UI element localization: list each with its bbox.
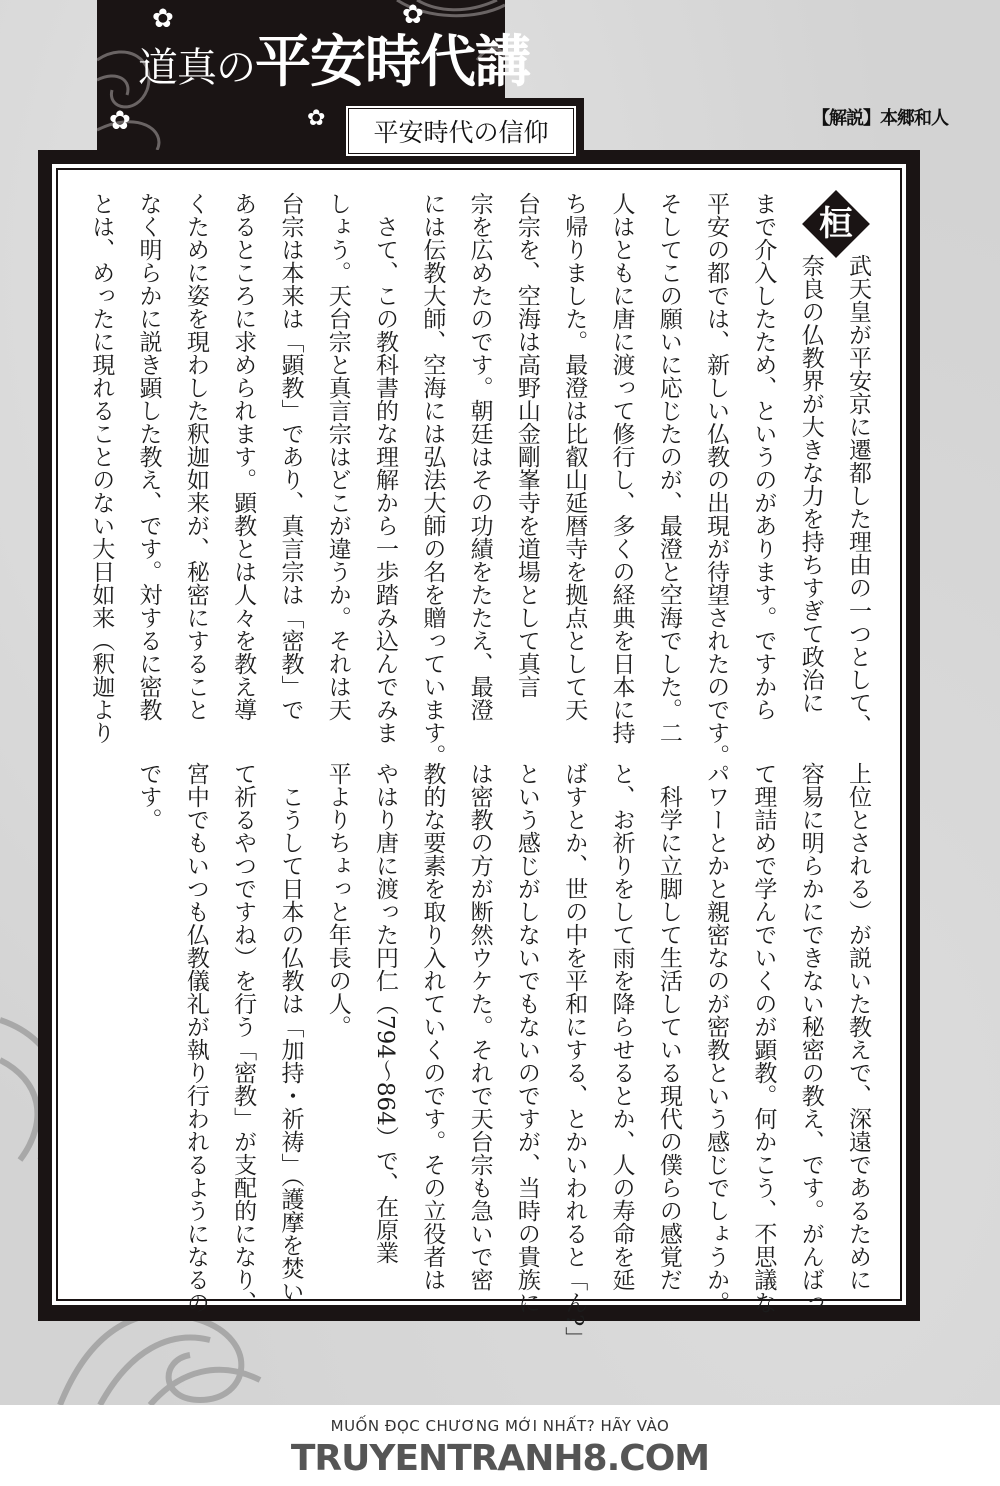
text-column: なく明らかに説き顕した教え、です。対するに密教 [135, 192, 162, 721]
text-column: は密教の方が断然ウケた。それで天台宗も急いで密 [466, 762, 493, 1291]
text-column: まで介入したため、というのがあります。ですから [750, 192, 777, 721]
text-column: ち帰りました。最澄は比叡山延暦寺を拠点として天 [561, 192, 588, 721]
text-column: とは、めったに現れることのない大日如来（釈迦より [88, 192, 115, 744]
text-column: です。 [135, 762, 162, 831]
sakura-icon: ✿ [152, 4, 174, 34]
text-column: 台宗を、空海は高野山金剛峯寺を道場として真言 [513, 192, 540, 698]
text-column: しょう。天台宗と真言宗はどこが違うか。それは天 [324, 192, 351, 721]
text-column: 台宗は本来は「顕教」であり、真言宗は「密教」で [277, 192, 304, 721]
drop-cap: 桓 [819, 204, 853, 244]
text-column: そしてこの願いに応じたのが、最澄と空海でした。二 [655, 192, 682, 744]
text-column: には伝教大師、空海には弘法大師の名を贈っています。 [419, 192, 446, 767]
text-column: 教的な要素を取り入れていくのです。その立役者は [419, 762, 446, 1291]
text-column: 上位とされる）が説いた教えで、深遠であるために [845, 762, 871, 1291]
series-title-main: 平安時代講 [255, 29, 530, 95]
sakura-icon: ✿ [402, 0, 424, 30]
text-column: 容易に明らかにできない秘密の教え、です。がんばっ [797, 762, 824, 1314]
text-column: 科学に立脚して生活している現代の僕らの感覚だ [655, 762, 682, 1291]
text-column: 平安の都では、新しい仏教の出現が待望されたのです。 [703, 192, 730, 767]
text-column: 奈良の仏教界が大きな力を持ちすぎて政治に [797, 254, 824, 714]
footer-site-link[interactable]: TRUYENTRANH8.COM [290, 1438, 710, 1479]
text-column: 武天皇が平安京に遷都した理由の一つとして、 [845, 254, 871, 737]
text-column: という感じがしないでもないのですが、当時の貴族に [513, 762, 540, 1314]
text-column: 人はともに唐に渡って修行し、多くの経典を日本に持 [608, 192, 635, 744]
text-column: 平よりちょっと年長の人。 [324, 762, 351, 1038]
sakura-icon: ✿ [307, 106, 326, 131]
text-column: あるところに求められます。顕教とは人々を教え導 [230, 192, 257, 721]
text-column: と、お祈りをして雨を降らせるとか、人の寿命を延 [608, 762, 635, 1291]
text-column: やはり唐に渡った円仁（794〜864）で、在原業 [372, 762, 399, 1264]
text-column: て祈るやつですね）を行う「密教」が支配的になり、 [230, 762, 257, 1314]
text-column: ばすとか、世の中を平和にする、とかいわれると「ん?」 [561, 762, 588, 1350]
author-credit: 【解説】本郷和人 [812, 108, 948, 129]
series-title-small: 道真の [138, 45, 255, 91]
text-column: パワーとかと親密なのが密教という感じでしょうか。 [703, 762, 730, 1314]
chapter-title: 平安時代の信仰 [344, 104, 578, 158]
text-column: くために姿を現わした釈迦如来が、秘密にすること [182, 192, 209, 721]
article-text-top [77, 192, 881, 767]
chapter-title-box [338, 98, 584, 164]
sakura-icon: ✿ [109, 106, 131, 136]
article-text-bottom [124, 762, 881, 1350]
watermark-footer [0, 1405, 1000, 1486]
text-column: こうして日本の仏教は「加持・祈祷」（護摩を焚い [277, 762, 304, 1303]
text-column: 宗を広めたのです。朝廷はその功績をたたえ、最澄 [466, 192, 493, 721]
text-column: 宮中でもいつも仏教儀礼が執り行われるようになるの [182, 762, 209, 1314]
text-column: さて、この教科書的な理解から一歩踏み込んでみま [372, 192, 399, 744]
text-column: て理詰めで学んでいくのが顕教。何かこう、不思議な [750, 762, 777, 1314]
footer-tagline: MUỐN ĐỌC CHƯƠNG MỚI NHẤT? HÃY VÀO [330, 1417, 670, 1435]
series-title [138, 29, 530, 95]
